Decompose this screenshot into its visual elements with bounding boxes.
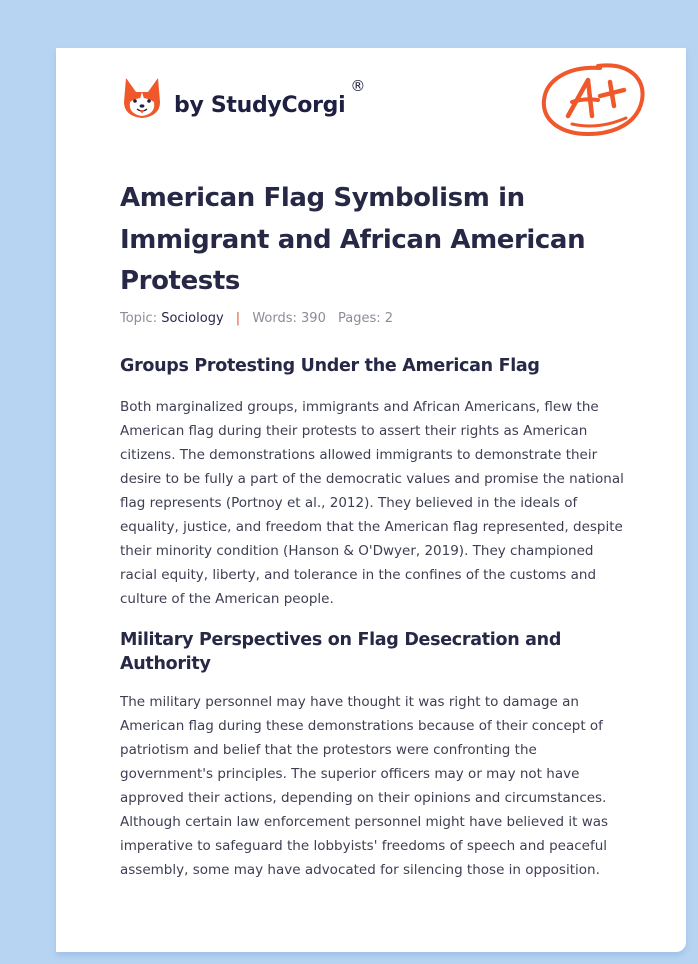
brand-name: by StudyCorgi — [174, 92, 346, 118]
meta-separator: | — [235, 311, 241, 326]
article-meta — [120, 311, 393, 326]
article-body — [120, 348, 630, 882]
section-paragraph: Both marginalized groups, immigrants and African Americans, flew the American flag during their protests to assert their rights as American citizens. The demonstrations allowed immigrants to demonstrate their desire to be fully a part of the democratic values and promise the national flag represents (Portnoy et al., 2012). They believed in the ideals of equality, justice, and freedom that the American flag represented, despite their minority condition (Hanson & O'Dwyer, 2019). They championed racial equity, liberty, and tolerance in the confines of the customs and culture of the American people. — [120, 399, 624, 607]
studycorgi-logo[interactable] — [122, 76, 365, 120]
corgi-logo-icon — [122, 76, 162, 120]
section-heading: Groups Protesting Under the American Flag — [120, 356, 540, 376]
topic-label: Topic: — [120, 311, 158, 326]
registered-mark: ® — [350, 77, 366, 95]
word-count: Words: 390 — [252, 311, 326, 326]
section-paragraph: The military personnel may have thought it was right to damage an American flag during these demonstrations because of their concept of patriotism and belief that the protestors were confronting the government's principles. The superior officers may or may not have approved their actions, depending on their opinions and circumstances. Although certain law enforcement personnel might have believed it was imperative to safeguard the lobbyists' freedoms of speech and peaceful assembly, some may have advocated for silencing those in opposition. — [120, 694, 609, 878]
a-plus-grade-icon — [538, 58, 648, 140]
topic-link[interactable]: Sociology — [161, 311, 224, 326]
section-heading: Military Perspectives on Flag Desecration and Authority — [120, 630, 562, 674]
page-title: American Flag Symbolism in Immigrant and African American Protests — [120, 183, 586, 296]
document-card — [56, 48, 686, 952]
page-count: Pages: 2 — [337, 311, 394, 326]
